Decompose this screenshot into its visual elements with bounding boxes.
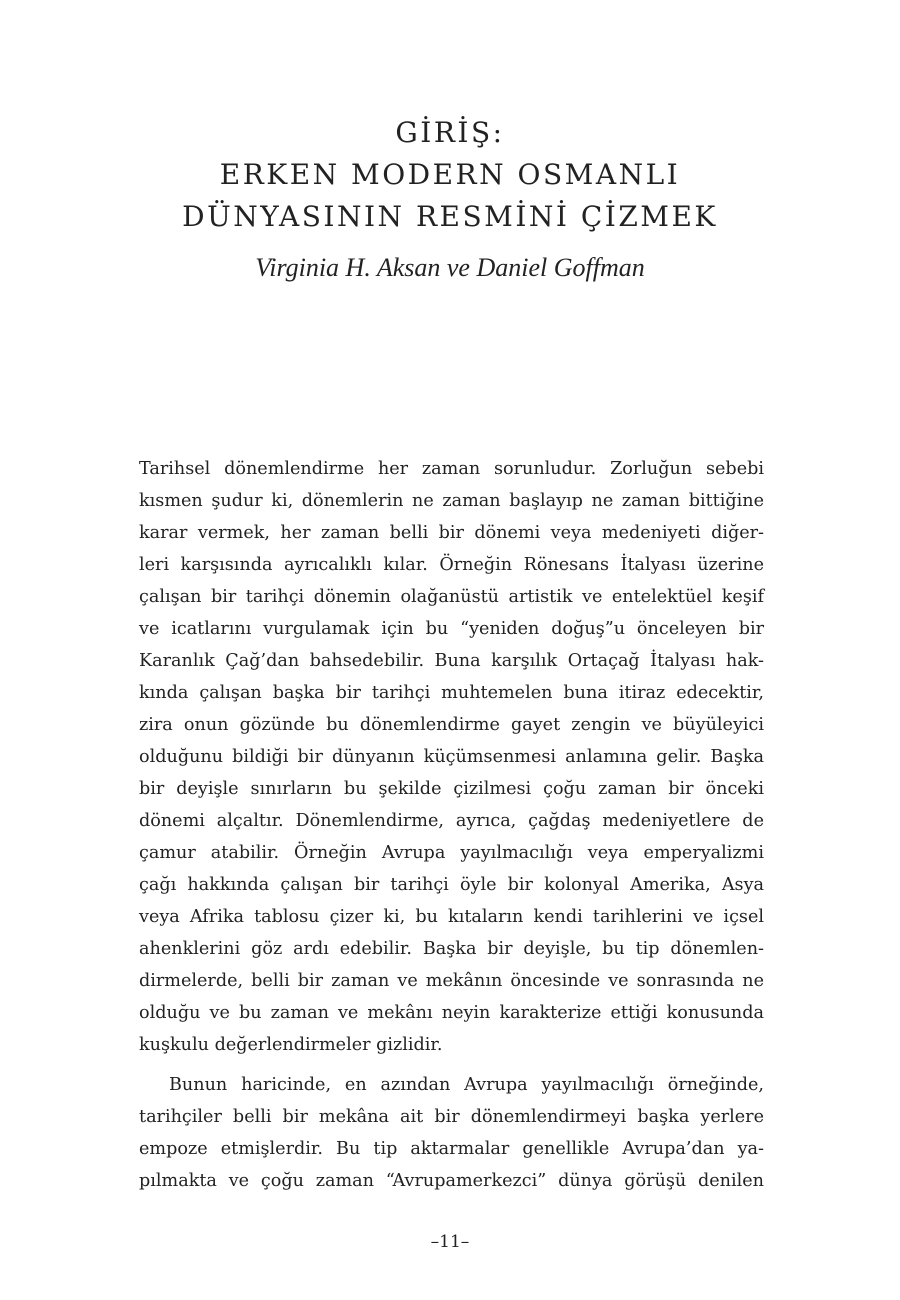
- text-line: Karanlık Çağ’dan bahsedebilir. Buna karşılık Ortaçağ İtalyası hak-: [139, 651, 764, 671]
- text-line: dönemi alçaltır. Dönemlendirme, ayrıca, çağdaş medeniyetlere de: [139, 811, 764, 831]
- text-line: zira onun gözünde bu dönemlendirme gayet zengin ve büyüleyici: [139, 715, 764, 735]
- text-line: çalışan bir tarihçi dönemin olağanüstü artistik ve entelektüel keşif: [139, 587, 764, 607]
- text-line: Tarihsel dönemlendirme her zaman sorunludur. Zorluğun sebebi: [139, 459, 764, 479]
- text-line: Bunun haricinde, en azından Avrupa yayılmacılığı örneğinde,: [169, 1075, 764, 1095]
- chapter-authors: Virginia H. Aksan ve Daniel Goffman: [255, 253, 645, 282]
- text-line: empoze etmişlerdir. Bu tip aktarmalar genellikle Avrupa’dan ya-: [139, 1139, 764, 1159]
- text-line: kuşkulu değerlendirmeler gizlidir.: [139, 1035, 443, 1055]
- chapter-title-line-1: GİRİŞ:: [395, 116, 505, 149]
- chapter-title-line-2: ERKEN MODERN OSMANLI: [219, 158, 681, 191]
- text-line: tarihçiler belli bir mekâna ait bir dönemlendirmeyi başka yerlere: [139, 1107, 764, 1127]
- text-line: ahenklerini göz ardı edebilir. Başka bir deyişle, bu tip dönemlen-: [139, 939, 764, 959]
- text-line: çağı hakkında çalışan bir tarihçi öyle bir kolonyal Amerika, Asya: [139, 875, 764, 895]
- text-line: pılmakta ve çoğu zaman “Avrupamerkezci” dünya görüşü denilen: [139, 1171, 764, 1191]
- chapter-heading: [0, 112, 900, 288]
- text-line: kısmen şudur ki, dönemlerin ne zaman başlayıp ne zaman bittiğine: [139, 491, 764, 511]
- text-line: ve icatlarını vurgulamak için bu “yeniden doğuş”u önceleyen bir: [139, 619, 764, 639]
- page-number: –11–: [430, 1232, 470, 1252]
- text-line: olduğu ve bu zaman ve mekânı neyin karakterize ettiği konusunda: [139, 1003, 764, 1023]
- text-line: kında çalışan başka bir tarihçi muhtemelen buna itiraz edecektir,: [139, 683, 764, 703]
- paragraph-2: [139, 1069, 764, 1197]
- text-line: bir deyişle sınırların bu şekilde çizilmesi çoğu zaman bir önceki: [139, 779, 764, 799]
- text-line: veya Afrika tablosu çizer ki, bu kıtaların kendi tarihlerini ve içsel: [139, 907, 764, 927]
- text-line: olduğunu bildiği bir dünyanın küçümsenmesi anlamına gelir. Başka: [139, 747, 764, 767]
- text-line: karar vermek, her zaman belli bir dönemi veya medeniyeti diğer-: [139, 523, 764, 543]
- paragraph-1: [139, 453, 764, 1061]
- chapter-title-line-3: DÜNYASININ RESMİNİ ÇİZMEK: [182, 200, 718, 233]
- body-text: [139, 453, 764, 1197]
- text-line: leri karşısında ayrıcalıklı kılar. Örneğin Rönesans İtalyası üzerine: [139, 555, 764, 575]
- text-line: dirmelerde, belli bir zaman ve mekânın öncesinde ve sonrasında ne: [139, 971, 764, 991]
- text-line: çamur atabilir. Örneğin Avrupa yayılmacılığı veya emperyalizmi: [139, 843, 764, 863]
